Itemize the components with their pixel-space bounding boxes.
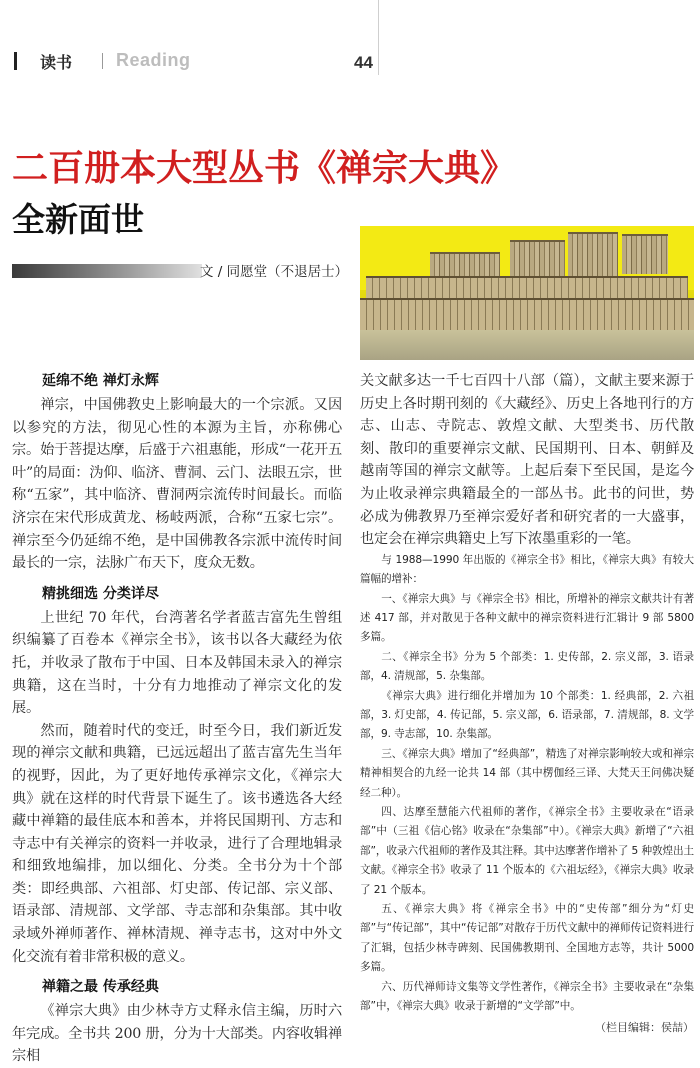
- header-section-english: Reading: [116, 50, 191, 70]
- book-row: [360, 298, 694, 334]
- book-row: [366, 276, 688, 298]
- page-number: 44: [354, 53, 373, 72]
- section-heading: 禅籍之最 传承经典: [42, 979, 159, 996]
- header-divider: [102, 53, 103, 69]
- author-gradient-bar: [12, 264, 202, 278]
- column-editor-credit: （栏目编辑：侯喆）: [595, 1020, 694, 1034]
- comparison-intro: 与 1988—1990 年出版的《禅宗全书》相比，《禅宗大典》有较大篇幅的增补：: [360, 553, 694, 586]
- section-heading: 精挑细选 分类详尽: [42, 585, 159, 602]
- article-subtitle: 全新面世: [12, 200, 144, 239]
- book-stack: [568, 232, 618, 276]
- right-column: [360, 370, 694, 1035]
- comparison-item: 三、《禅宗大典》增加了“经典部”，精选了对禅宗影响较大或和禅宗精神相契合的九经一论共 14 部（其中楞伽经三译、大梵天王问佛决疑经二种）。: [360, 747, 694, 799]
- section-heading: 延绵不绝 禅灯永辉: [42, 373, 159, 389]
- body-paragraph: 然而，随着时代的变迁，时至今日，我们新近发现的禅宗文献和典籍，已远远超出了蓝吉富先生当年的视野，因此，为了更好地传承禅宗文化，《禅宗大典》就在这样的时代背景下诞生了。该书遴选各大经藏中禅籍的最佳底本和善本，并将民国期刊、方志和寺志中有关禅宗的资料一并收录，进行了合理地辑录和细致地编排，加以细化、分类。全书分为十个部类：即经典部、六祖部、灯史部、传记部、宗义部、语录部、清规部、文学部、寺志部和杂集部。其中收录域外禅师著作、禅林清规、禅寺志书，这对中外文化交流有着非常积极的意义。: [12, 722, 342, 965]
- body-paragraph: 《禅宗大典》由少林寺方丈释永信主编，历时六年完成。全书共 200 册，分为十大部类。内容收辑禅宗相: [12, 1003, 342, 1065]
- comparison-item: 《禅宗大典》进行细化并增加为 10 个部类：1. 经典部，2. 六祖部，3. 灯史部，4. 传记部，5. 宗义部，6. 语录部，7. 清规部，8. 文学部，9. 寺志部，10. 杂集部。: [360, 689, 694, 741]
- comparison-item: 二、《禅宗全书》分为 5 个部类：1. 史传部，2. 宗义部，3. 语录部，4. 清规部，5. 杂集部。: [360, 650, 694, 683]
- left-column: [12, 370, 342, 1068]
- article-title: 二百册本大型丛书《禅宗大典》: [12, 147, 517, 189]
- comparison-item: 四、达摩至慧能六代祖师的著作，《禅宗全书》主要收录在“语录部”中（三祖《信心铭》收录在“杂集部”中）。《禅宗大典》新增了“六祖部”，收录六代祖师的著作及其注释。其中达摩著作增补了 5 种敦煌出土文献。《禅宗全书》收录了 11 个版本的《六祖坛经》，《禅宗大典》收录了 21 个版本。: [360, 806, 694, 896]
- header-accent-bar: [14, 52, 17, 70]
- body-paragraph: 禅宗，中国佛教史上影响最大的一个宗派。又因以参究的方法，彻见心性的本源为主旨，亦称佛心宗。始于菩提达摩，后盛于六祖惠能，形成“一花开五叶”的局面：沩仰、临济、曹洞、云门、法眼五宗，世称“五家”，其中临济、曹洞两宗流传时间最长。而临济宗在宋代形成黄龙、杨岐两派，合称“五家七宗”。禅宗至今仍延绵不绝，是中国佛教各宗派中流传时间最长的一宗，法脉广布天下，度众无数。: [12, 397, 342, 572]
- article-author: 文 / 同愿堂（不退居士）: [200, 264, 349, 280]
- comparison-item: 六、历代禅师诗文集等文学性著作，《禅宗全书》主要收录在“杂集部”中，《禅宗大典》收录于新增的“文学部”中。: [360, 980, 694, 1013]
- continued-paragraph: 关文献多达一千七百四十八部（篇），文献主要来源于历史上各时期刊刻的《大藏经》、历史上各地刊行的方志、山志、寺院志、敦煌文献、大型类书、历代散刻、散印的重要禅宗文献、民国期刊、日本、朝鲜及越南等国的禅宗文献等。上起后秦下至民国，是迄今为止收录禅宗典籍最全的一部丛书。此书的问世，势必成为佛教界乃至禅宗爱好者和研究者的一大盛事，也定会在禅宗典籍史上写下浓墨重彩的一笔。: [360, 373, 694, 548]
- header-category: 读书: [40, 53, 73, 72]
- body-paragraph: 上世纪 70 年代，台湾著名学者蓝吉富先生曾组织编纂了百卷本《禅宗全书》，该书以各大藏经为依托，并收录了散布于中国、日本及韩国未录入的禅宗典籍，这在当时，十分有力地推动了禅宗文化的发展。: [12, 609, 342, 717]
- header-vertical-rule: [378, 0, 379, 75]
- comparison-item: 一、《禅宗大典》与《禅宗全书》相比，所增补的禅宗文献共计有著述 417 部，并对散见于各种文献中的禅宗资料进行汇辑计 9 部 5800 多篇。: [360, 592, 694, 644]
- comparison-item: 五、《禅宗大典》将《禅宗全书》中的“史传部”细分为“灯史部”与“传记部”，其中“传记部”对散存于历代文献中的禅师传记资料进行了汇辑，包括少林寺碑刻、民国佛教期刊、全国地方志等，共计 5000 多篇。: [360, 903, 694, 974]
- photo-floor: [360, 330, 694, 360]
- book-stack: [510, 240, 565, 276]
- book-set-photo: [360, 226, 694, 360]
- book-stack: [622, 234, 668, 274]
